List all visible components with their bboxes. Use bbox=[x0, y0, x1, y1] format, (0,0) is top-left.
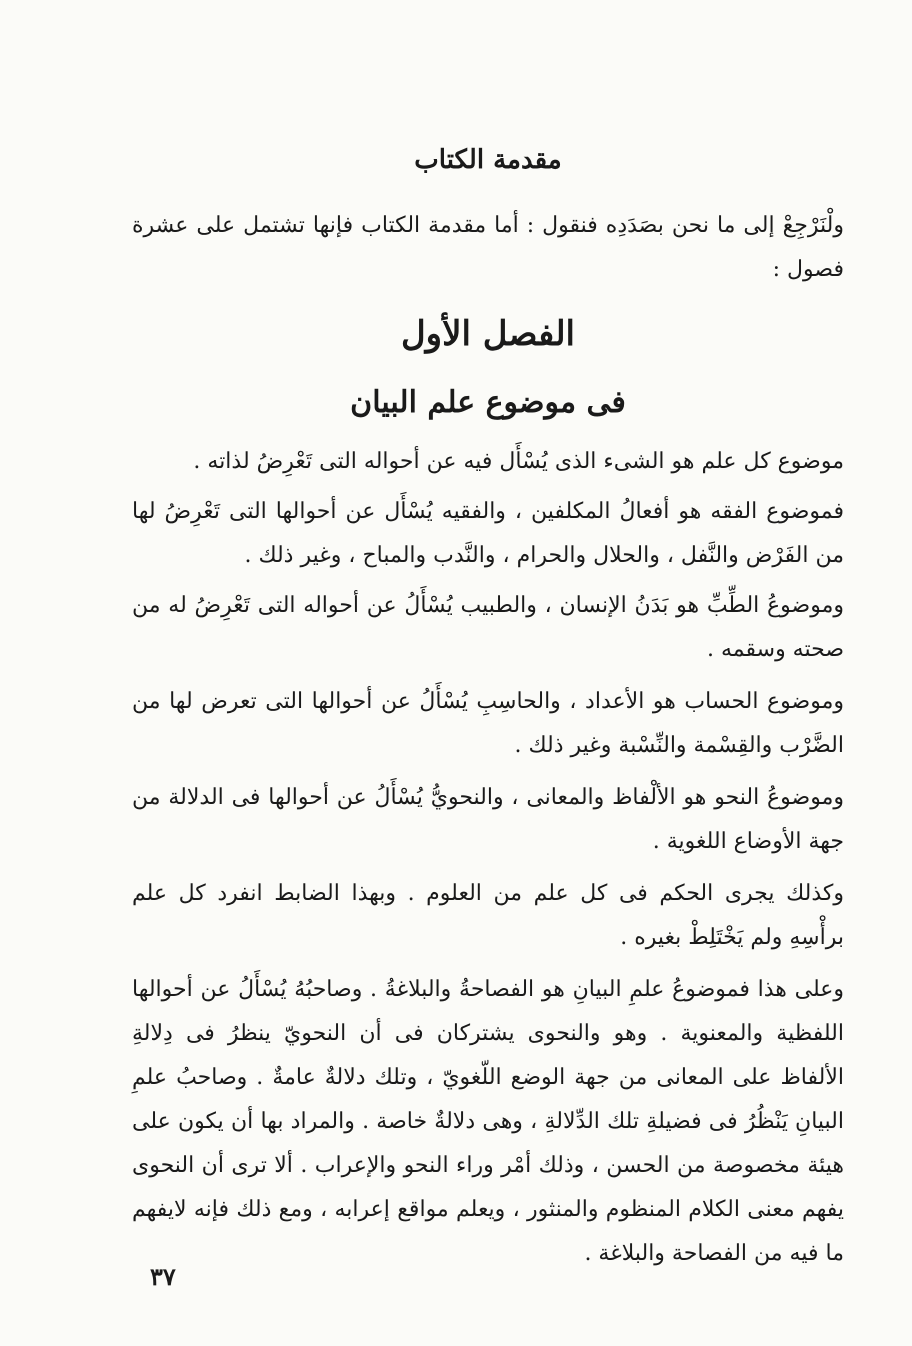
book-introduction-heading: مقدمة الكتاب bbox=[414, 145, 562, 175]
chapter-title: الفصل الأول bbox=[400, 314, 576, 354]
chapter-subtitle: فى موضوع علم البيان bbox=[350, 385, 626, 420]
paragraph: وموضوعُ الطِّبِّ هو بَدَنُ الإنسان ، والطبيب يُسْأَلُ عن أحواله التى تَعْرِضُ له من صحته وسقمه . bbox=[132, 593, 844, 662]
paragraph: فموضوع الفقه هو أفعالُ المكلفين ، والفقيه يُسْأَل عن أحوالها التى تَعْرِضُ لها من الفَرْض والنَّفل ، والحلال والحرام ، والنَّدب والمباح ، وغير ذلك . bbox=[132, 499, 844, 568]
paragraph: وموضوع الحساب هو الأعداد ، والحاسِبِ يُسْأَلُ عن أحوالها التى تعرض لها من الضَّرْب والقِسْمة والنِّسْبة وغير ذلك . bbox=[132, 689, 844, 758]
page-number: ٣٧ bbox=[150, 1262, 176, 1291]
paragraph: وكذلك يجرى الحكم فى كل علم من العلوم . وبهذا الضابط انفرد كل علم برأْسِهِ ولم يَخْتَلِطْ بغيره . bbox=[132, 881, 844, 950]
intro-paragraph: ولْنَرْجِعْ إلى ما نحن بصَدَدِه فنقول : أما مقدمة الكتاب فإنها تشتمل على عشرة فصول : bbox=[132, 213, 844, 282]
page-body bbox=[132, 138, 844, 1282]
paragraph: موضوع كل علم هو الشىء الذى يُسْأَل فيه عن أحواله التى تَعْرِضُ لذاته . bbox=[193, 449, 844, 474]
paragraph: وموضوعُ النحو هو الألْفاظ والمعانى ، والنحويُّ يُسْأَلُ عن أحوالها فى الدلالة من جهة الأوضاع اللغوية . bbox=[132, 785, 844, 854]
paragraph: وعلى هذا فموضوعُ علمِ البيانِ هو الفصاحةُ والبلاغةُ . وصاحبُهُ يُسْأَلُ عن أحوالها اللفظية والمعنوية . وهو والنحوى يشتركان فى أن النحويّ ينظرُ فى دِلالةِ الألفاظ على المعانى من جهة الوضع اللّغويّ ، وتلك دلالةٌ عامةٌ . وصاحبُ علمِ البيانِ يَنْظُرُ فى فضيلةِ تلك الدِّلالةِ ، وهى دلالةٌ خاصة . والمراد بها أن يكون على هيئة مخصوصة من الحسن ، وذلك أمْر وراء النحو والإعراب . ألا ترى أن النحوى يفهم معنى الكلام المنظوم والمنثور ، ويعلم مواقع إعرابه ، ومع ذلك فإنه لايفهم ما فيه من الفصاحة والبلاغة . bbox=[132, 977, 844, 1266]
